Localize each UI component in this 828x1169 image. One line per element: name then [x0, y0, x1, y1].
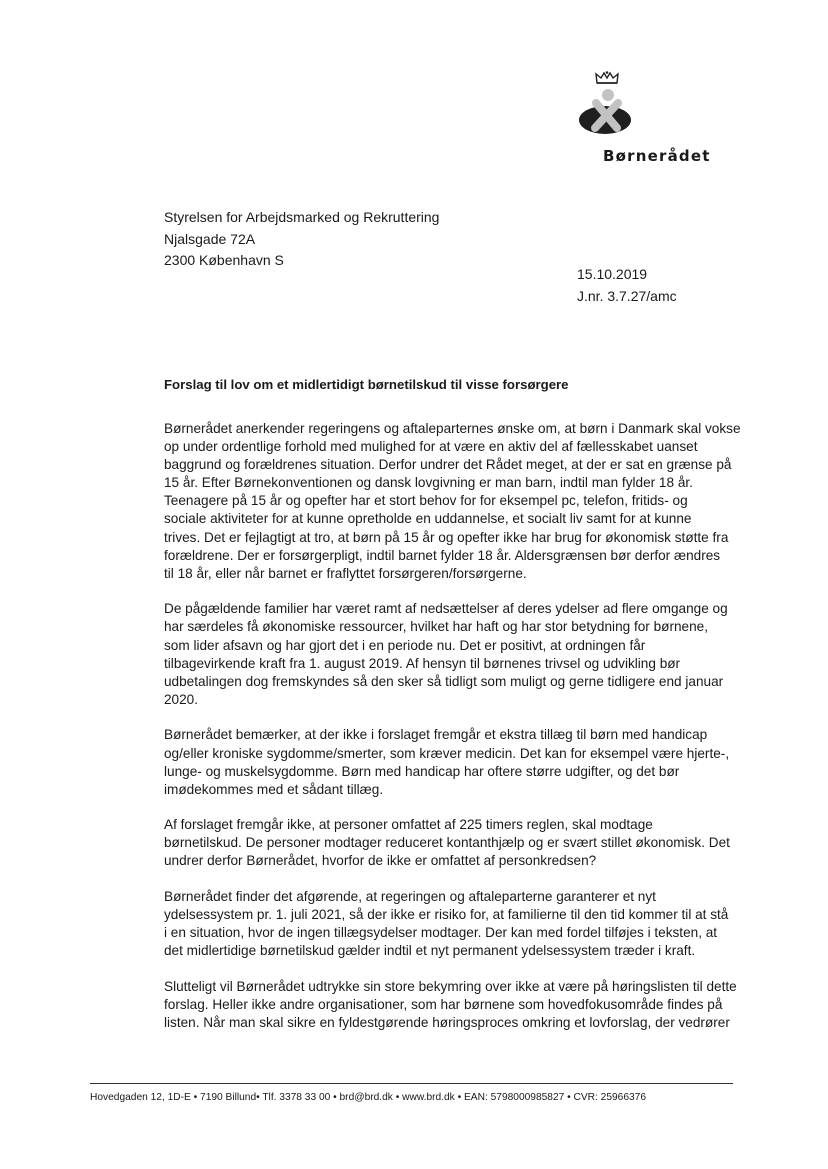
text-line: trives. Det er fejlagtigt at tro, at børn på 15 år og opefter ikke har brug for økonomisk støtte fra — [164, 529, 729, 545]
recipient-line: 2300 København S — [164, 252, 284, 268]
text-line: op under ordentlige forhold med mulighed for at være en aktiv del af fællesskabet uanset — [164, 439, 698, 455]
text-line: undrer derfor Børnerådet, hvorfor de ikke er omfattet af personkredsen? — [164, 853, 597, 869]
paragraph — [164, 816, 739, 870]
text-line: forslag. Heller ikke andre organisationer, som har børnene som hovedfokusområde findes på — [164, 997, 723, 1013]
text-line: Teenagere på 15 år og opefter har et stort behov for for eksempel pc, telefon, fritids- og — [164, 493, 688, 509]
text-line: De pågældende familier har været ramt af nedsættelser af deres ydelser ad flere omgange og — [164, 601, 728, 617]
text-line: ydelsessystem pr. 1. juli 2021, så der ikke er risiko for, at familierne til den tid kommer til at stå — [164, 907, 729, 923]
footer-contact-info: Hovedgaden 12, 1D-E • 7190 Billund• Tlf. 3378 33 00 • brd@brd.dk • www.brd.dk • EAN: 5798000985827 • CVR: 25966376 — [90, 1092, 646, 1103]
paragraph — [164, 978, 739, 1032]
journal-number: J.nr. 3.7.27/amc — [577, 287, 677, 304]
text-line: Slutteligt vil Børnerådet udtrykke sin store bekymring over ikke at være på høringslisten til dette — [164, 978, 737, 994]
letter-meta — [577, 264, 677, 307]
text-line: udbetalingen dog fremskyndes så den sker så tidligt som muligt og gerne tidligere end januar — [164, 673, 724, 689]
paragraph — [164, 600, 739, 709]
paragraph — [164, 888, 739, 960]
letter-subject: Forslag til lov om et midlertidigt børnetilskud til visse forsørgere — [164, 377, 569, 392]
text-line: sociale aktiviteter for at kunne opretholde en uddannelse, et socialt liv samt for at kunne — [164, 511, 692, 527]
organization-name: Børnerådet — [603, 147, 711, 165]
paragraph — [164, 726, 739, 798]
footer-divider — [90, 1083, 733, 1084]
text-line: til 18 år, eller når barnet er fraflyttet forsørgeren/forsørgerne. — [164, 565, 527, 581]
text-line: lunge- og muskelsygdomme. Børn med handicap har oftere større udgifter, og det bør — [164, 763, 680, 779]
text-line: og/eller kroniske sygdomme/smerter, som kræver medicin. Det kan for eksempel være hjerte-, — [164, 745, 730, 761]
text-line: 2020. — [164, 691, 199, 707]
borneraadet-crown-emblem-icon — [572, 70, 642, 140]
text-line: Børnerådet finder det afgørende, at regeringen og aftaleparterne garanterer et nyt — [164, 889, 656, 905]
text-line: Af forslaget fremgår ikke, at personer omfattet af 225 timers reglen, skal modtage — [164, 817, 653, 833]
text-line: børnetilskud. De personer modtager reduceret kontanthjælp og er svært stillet økonomisk. Det — [164, 835, 730, 851]
text-line: i en situation, hvor de ingen tillægsydelser modtager. Der kan med fordel tilføjes i teksten, at — [164, 925, 718, 941]
letter-date: 15.10.2019 — [577, 266, 648, 282]
recipient-address — [164, 207, 439, 272]
text-line: det midlertidige børnetilskud gælder indtil et nyt permanent ydelsessystem træder i kraft. — [164, 943, 696, 959]
text-line: forældrene. Der er forsørgerpligt, indtil barnet fylder 18 år. Aldersgrænsen bør derfor ændres — [164, 547, 721, 563]
text-line: Børnerådet bemærker, at der ikke i forslaget fremgår et ekstra tillæg til børn med handicap — [164, 727, 708, 743]
text-line: Børnerådet anerkender regeringens og aftaleparternes ønske om, at børn i Danmark skal vokse — [164, 421, 741, 436]
text-line: som lider afsavn og har gjort det i en periode nu. Det er positivt, at ordningen får — [164, 637, 646, 653]
recipient-line: Njalsgade 72A — [164, 230, 256, 247]
text-line: 15 år. Efter Børnekonventionen og dansk lovgivning er man barn, indtil man fylder 18 år. — [164, 475, 693, 491]
text-line: tilbagevirkende kraft fra 1. august 2019. Af hensyn til børnenes trivsel og udvikling bør — [164, 655, 681, 671]
text-line: imødekommes med et sådant tillæg. — [164, 781, 384, 797]
text-line: listen. Når man skal sikre en fyldestgørende høringsproces omkring et lovforslag, der vedrører — [164, 1015, 730, 1031]
text-line: har særdeles få økonomiske ressourcer, hvilket har haft og har stor betydning for børnene, — [164, 619, 709, 635]
text-line: baggrund og forældrenes situation. Derfor undrer det Rådet meget, at der er sat en grænse på — [164, 457, 732, 473]
paragraph — [164, 420, 739, 583]
letter-body — [164, 420, 739, 1050]
recipient-line: Styrelsen for Arbejdsmarked og Rekruttering — [164, 209, 440, 225]
